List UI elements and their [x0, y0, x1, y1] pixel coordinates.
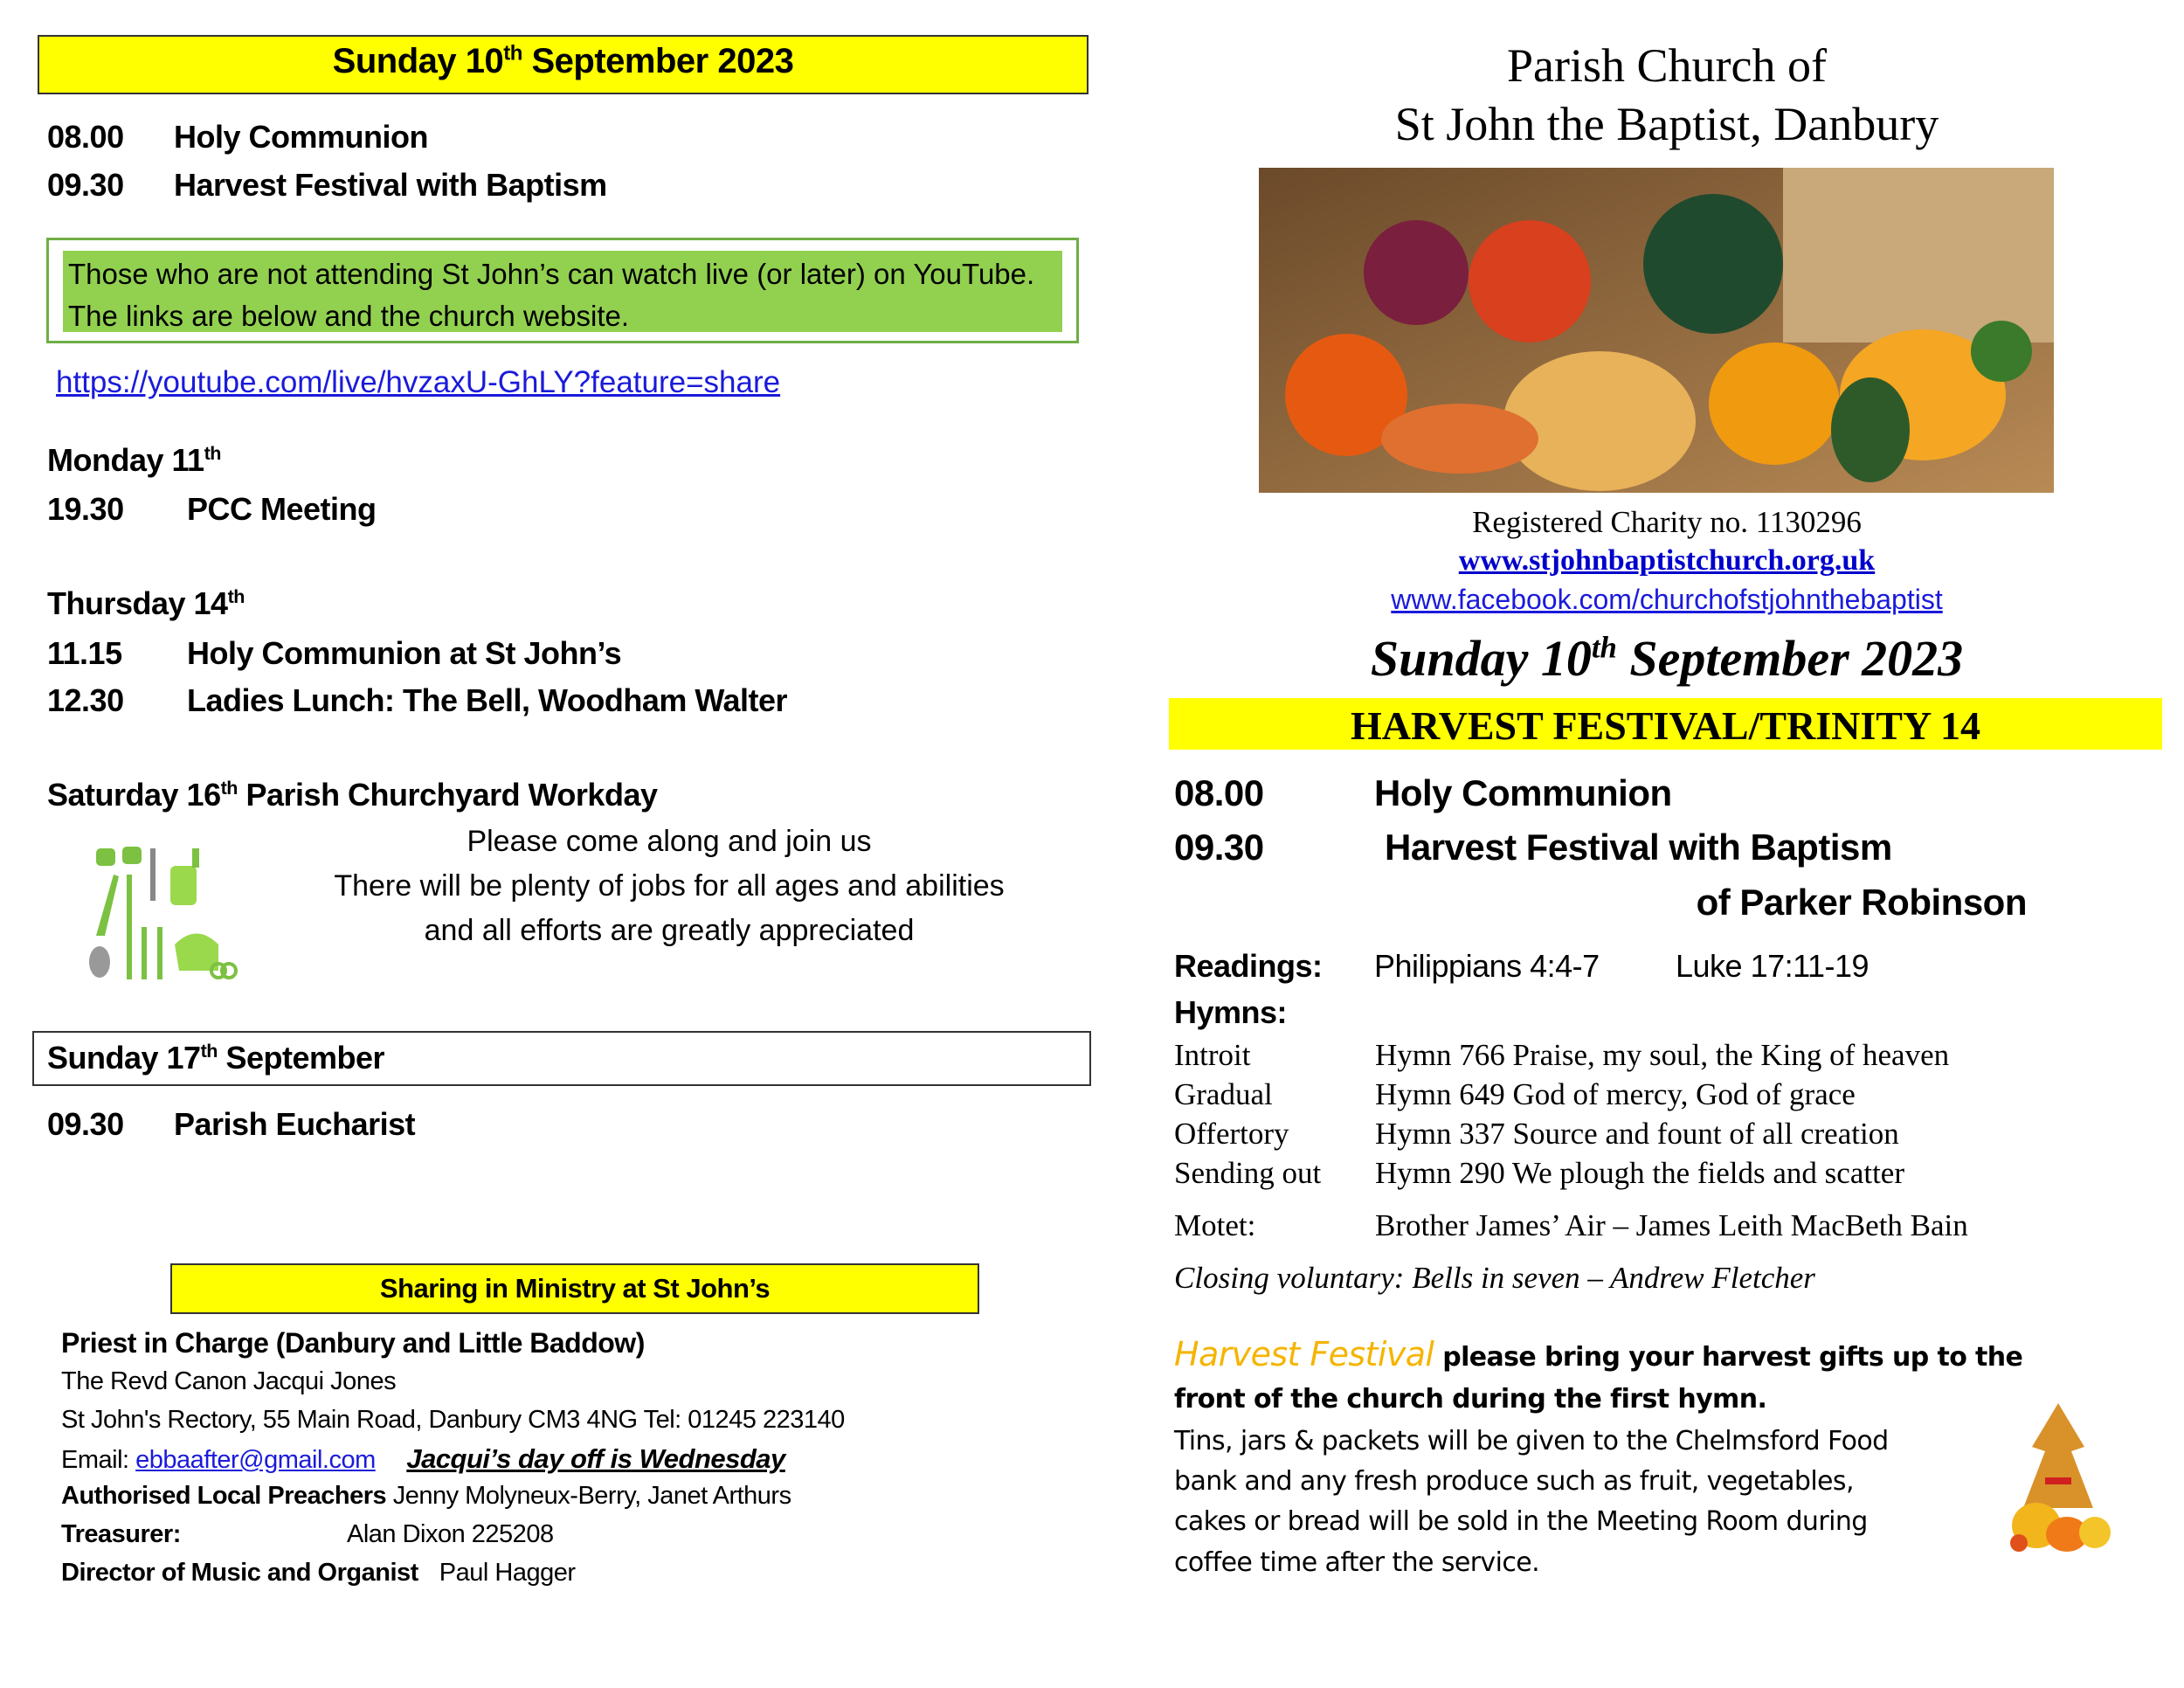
wheat-sheaf-image: [1997, 1394, 2119, 1557]
service-time: 09.30: [1174, 827, 1264, 868]
service-row: [1174, 827, 1892, 868]
hymns-label: Hymns:: [1174, 994, 1288, 1030]
reading: Luke 17:11-19: [1676, 948, 1870, 984]
email-label: Email:: [61, 1446, 136, 1474]
harvest-note-line: cakes or bread will be sold in the Meeting Room during: [1174, 1506, 1868, 1537]
service-time: 08.00: [1174, 772, 1264, 813]
saturday-line: and all efforts are greatly appreciated: [424, 914, 915, 947]
event-time: 19.30: [47, 491, 124, 527]
harvest-note-bold: please bring your harvest gifts up to the: [1434, 1342, 2023, 1373]
service-title: Harvest Festival with Baptism: [1385, 827, 1892, 868]
day-off-note: Jacqui’s day off is Wednesday: [406, 1443, 785, 1474]
harvest-note-line: [1174, 1335, 2022, 1373]
hymn-slot: Offertory: [1174, 1117, 1289, 1151]
saturday-heading: [47, 777, 658, 813]
hymn-title: Hymn 766 Praise, my soul, the King of heaven: [1375, 1038, 1950, 1072]
next-sunday-heading: [47, 1040, 384, 1076]
preachers-row: [61, 1482, 791, 1511]
motet-title: Brother James’ Air – James Leith MacBeth Bain: [1375, 1208, 1968, 1242]
service-row: [47, 1106, 415, 1143]
service-row: [1174, 772, 1672, 814]
hymn-row: [1174, 1156, 1904, 1191]
service-continuation: of Parker Robinson: [1696, 882, 2027, 923]
readings-row: [1174, 948, 1869, 985]
harvest-note-bold2: front of the church during the first hymn.: [1174, 1384, 1767, 1415]
treasurer-row: [61, 1520, 554, 1549]
hymn-title: Hymn 290 We plough the fields and scatter: [1375, 1156, 1904, 1190]
service-date: [1169, 629, 2165, 688]
header-day: Sunday 10: [332, 42, 504, 80]
day-rest: September: [217, 1040, 385, 1076]
hymn-slot: Sending out: [1174, 1156, 1322, 1190]
treasurer-label: Treasurer:: [61, 1520, 181, 1548]
service-title: Holy Communion: [174, 119, 428, 155]
date-rest: September 2023: [1616, 630, 1964, 687]
harvest-note-line: coffee time after the service.: [1174, 1547, 1540, 1578]
event-time: 11.15: [47, 635, 122, 671]
header-sup: th: [503, 41, 522, 66]
preachers-names: Jenny Molyneux-Berry, Janet Arthurs: [386, 1482, 791, 1510]
service-row: [47, 167, 607, 204]
day-sup: th: [227, 585, 245, 607]
music-name: Paul Hagger: [439, 1559, 576, 1587]
closing-voluntary: Closing voluntary: Bells in seven – Andrew Fletcher: [1174, 1261, 1815, 1295]
date-sup: th: [1591, 630, 1617, 665]
music-row: [61, 1559, 576, 1588]
service-title: Holy Communion: [1374, 772, 1672, 813]
day-label: Saturday 16: [47, 777, 221, 813]
hymn-title: Hymn 337 Source and fount of all creation: [1375, 1117, 1899, 1151]
youtube-notice-text: Those who are not attending St John’s can watch live (or later) on YouTube. The links are below and the church website.: [68, 258, 1035, 332]
day-sup: th: [200, 1040, 218, 1062]
thursday-heading: [47, 585, 245, 622]
treasurer-name: Alan Dixon 225208: [347, 1520, 554, 1548]
garden-tools-image: [87, 840, 239, 985]
harvest-note-line: Tins, jars & packets will be given to the Chelmsford Food: [1174, 1426, 1889, 1456]
music-label: Director of Music and Organist: [61, 1559, 418, 1587]
day-sup: th: [204, 442, 221, 464]
hymn-slot: Introit: [1174, 1038, 1251, 1072]
priest-role: Priest in Charge (Danbury and Little Baddow): [61, 1327, 645, 1359]
facebook-link[interactable]: www.facebook.com/churchofstjohnthebaptist: [1391, 584, 1943, 615]
date-day: Sunday 10: [1370, 630, 1592, 687]
church-title-line1: Parish Church of: [1507, 39, 1827, 92]
event-title: Ladies Lunch: The Bell, Woodham Walter: [187, 682, 788, 718]
service-time: 09.30: [47, 167, 124, 203]
day-label: Sunday 17: [47, 1040, 201, 1076]
event-title: Holy Communion at St John’s: [187, 635, 622, 671]
event-title: PCC Meeting: [187, 491, 377, 527]
website-link[interactable]: www.stjohnbaptistchurch.org.uk: [1458, 544, 1876, 577]
reading: Philippians 4:4-7: [1374, 948, 1600, 984]
service-time: 08.00: [47, 119, 124, 155]
left-header-title: [38, 42, 1089, 81]
service-time: 09.30: [47, 1106, 124, 1142]
event-row: [47, 491, 377, 528]
service-row: [47, 119, 428, 156]
event-time: 12.30: [47, 682, 124, 718]
day-sup: th: [220, 777, 238, 799]
email-link[interactable]: ebbaafter@gmail.com: [135, 1446, 376, 1474]
readings-label: Readings:: [1174, 948, 1323, 984]
event-row: [47, 635, 621, 672]
harvest-cornucopia-image: [1259, 168, 2054, 493]
saturday-line: There will be plenty of jobs for all ages and abilities: [334, 869, 1005, 903]
service-title: Harvest Festival with Baptism: [174, 167, 607, 203]
preachers-label: Authorised Local Preachers: [61, 1482, 387, 1510]
event-row: [47, 682, 787, 719]
hymn-slot: Gradual: [1174, 1077, 1273, 1111]
motet-label: Motet:: [1174, 1208, 1256, 1242]
harvest-note-line: bank and any fresh produce such as fruit, vegetables,: [1174, 1466, 1854, 1497]
church-title-line2: St John the Baptist, Danbury: [1394, 98, 1939, 150]
hymn-row: [1174, 1077, 1856, 1112]
youtube-link[interactable]: https://youtube.com/live/hvzaxU-GhLY?feature=share: [56, 365, 781, 399]
rectory-address: St John's Rectory, 55 Main Road, Danbury CM3 4NG Tel: 01245 223140: [61, 1406, 845, 1434]
day-label: Thursday 14: [47, 585, 228, 621]
monday-heading: [47, 442, 221, 479]
ministry-heading: Sharing in Ministry at St John’s: [379, 1273, 771, 1304]
charity-number: Registered Charity no. 1130296: [1472, 505, 1862, 539]
email-row: [61, 1443, 785, 1475]
harvest-note-title: Harvest Festival: [1174, 1335, 1434, 1373]
motet-row: [1174, 1208, 1968, 1243]
header-rest: September 2023: [522, 42, 794, 80]
harvest-banner-title: HARVEST FESTIVAL/TRINITY 14: [1351, 703, 1980, 748]
hymn-row: [1174, 1038, 1949, 1073]
service-title: Parish Eucharist: [174, 1106, 416, 1142]
event-title: Parish Churchyard Workday: [238, 777, 658, 813]
priest-name: The Revd Canon Jacqui Jones: [61, 1367, 397, 1395]
day-label: Monday 11: [47, 442, 204, 478]
hymn-row: [1174, 1117, 1899, 1152]
hymn-title: Hymn 649 God of mercy, God of grace: [1375, 1077, 1856, 1111]
saturday-line: Please come along and join us: [467, 825, 872, 858]
